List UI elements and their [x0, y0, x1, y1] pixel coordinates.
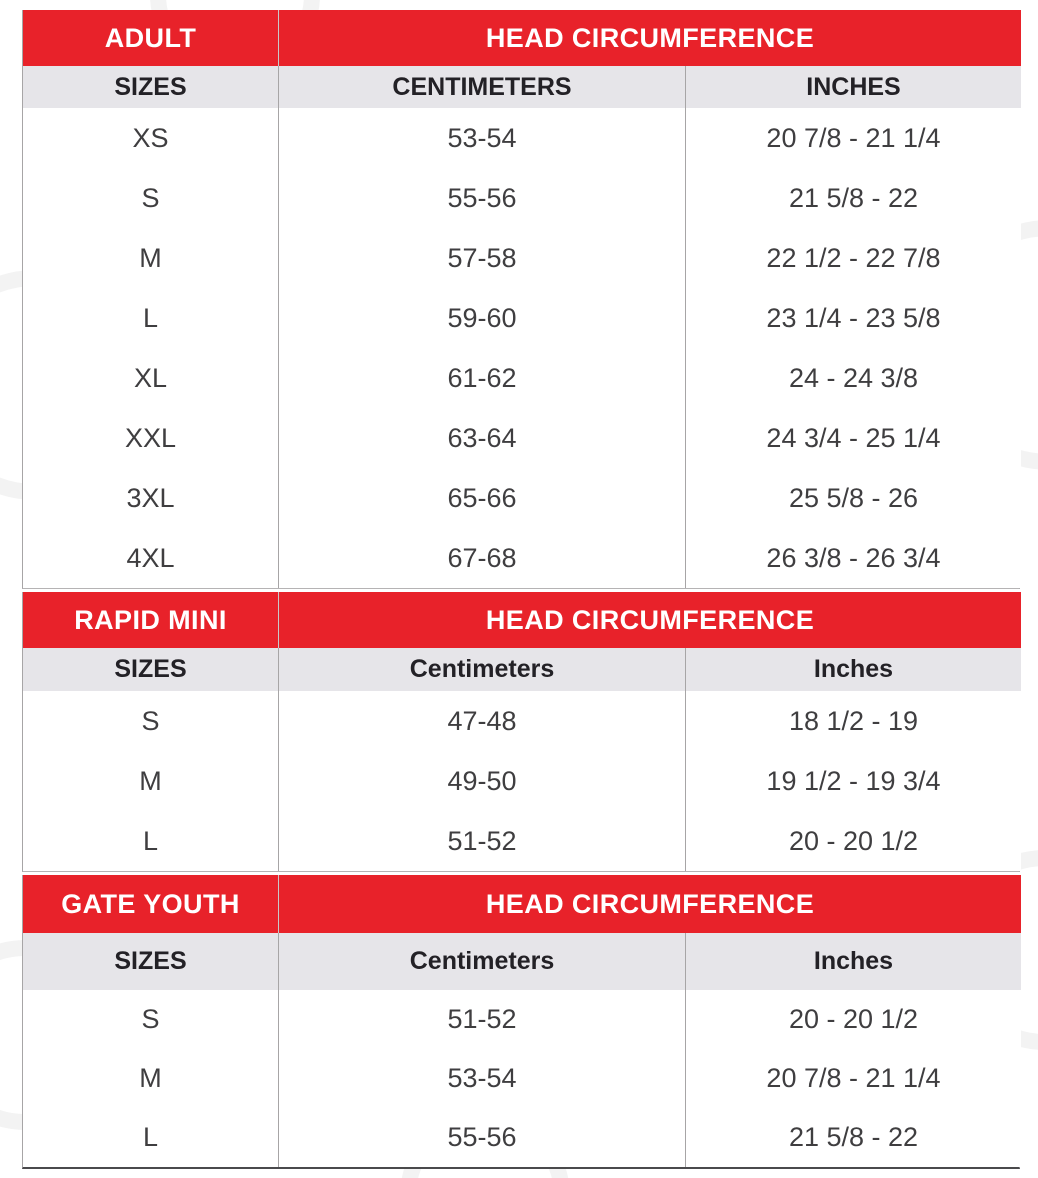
size-cell: L: [23, 811, 279, 871]
size-cell: XS: [23, 108, 279, 168]
column-header-sizes: SIZES: [23, 933, 279, 990]
column-header-inches: Inches: [686, 933, 1021, 990]
cm-cell: 47-48: [279, 691, 686, 751]
cm-cell: 67-68: [279, 528, 686, 588]
size-table-adult: [22, 10, 1020, 589]
column-header-centimeters: Centimeters: [279, 648, 686, 691]
inches-cell: 23 1/4 - 23 5/8: [686, 288, 1021, 348]
size-cell: XXL: [23, 408, 279, 468]
inches-cell: 18 1/2 - 19: [686, 691, 1021, 751]
cm-cell: 51-52: [279, 990, 686, 1049]
inches-cell: 19 1/2 - 19 3/4: [686, 751, 1021, 811]
section-label-adult: ADULT: [23, 10, 279, 66]
inches-cell: 24 - 24 3/8: [686, 348, 1021, 408]
inches-cell: 20 7/8 - 21 1/4: [686, 1049, 1021, 1108]
column-header-sizes: SIZES: [23, 66, 279, 108]
inches-cell: 26 3/8 - 26 3/4: [686, 528, 1021, 588]
inches-cell: 20 7/8 - 21 1/4: [686, 108, 1021, 168]
size-chart: [22, 10, 1020, 1169]
cm-cell: 51-52: [279, 811, 686, 871]
size-cell: 4XL: [23, 528, 279, 588]
size-cell: S: [23, 990, 279, 1049]
cm-cell: 61-62: [279, 348, 686, 408]
size-cell: L: [23, 1108, 279, 1167]
inches-cell: 24 3/4 - 25 1/4: [686, 408, 1021, 468]
inches-cell: 21 5/8 - 22: [686, 168, 1021, 228]
size-cell: 3XL: [23, 468, 279, 528]
section-label-rapid-mini: RAPID MINI: [23, 592, 279, 648]
size-cell: M: [23, 228, 279, 288]
column-header-inches: INCHES: [686, 66, 1021, 108]
section-title-head-circumference: HEAD CIRCUMFERENCE: [279, 10, 1021, 66]
cm-cell: 59-60: [279, 288, 686, 348]
size-cell: L: [23, 288, 279, 348]
section-title-head-circumference: HEAD CIRCUMFERENCE: [279, 592, 1021, 648]
cm-cell: 55-56: [279, 168, 686, 228]
column-header-centimeters: Centimeters: [279, 933, 686, 990]
column-header-sizes: SIZES: [23, 648, 279, 691]
inches-cell: 21 5/8 - 22: [686, 1108, 1021, 1167]
inches-cell: 22 1/2 - 22 7/8: [686, 228, 1021, 288]
inches-cell: 20 - 20 1/2: [686, 990, 1021, 1049]
inches-cell: 25 5/8 - 26: [686, 468, 1021, 528]
size-table-rapid-mini: [22, 592, 1020, 872]
section-label-gate-youth: GATE YOUTH: [23, 875, 279, 933]
cm-cell: 57-58: [279, 228, 686, 288]
cm-cell: 63-64: [279, 408, 686, 468]
cm-cell: 49-50: [279, 751, 686, 811]
cm-cell: 53-54: [279, 1049, 686, 1108]
column-header-centimeters: CENTIMETERS: [279, 66, 686, 108]
size-table-gate-youth: [22, 875, 1020, 1169]
inches-cell: 20 - 20 1/2: [686, 811, 1021, 871]
size-cell: S: [23, 691, 279, 751]
section-title-head-circumference: HEAD CIRCUMFERENCE: [279, 875, 1021, 933]
cm-cell: 53-54: [279, 108, 686, 168]
size-cell: XL: [23, 348, 279, 408]
column-header-inches: Inches: [686, 648, 1021, 691]
cm-cell: 55-56: [279, 1108, 686, 1167]
size-cell: S: [23, 168, 279, 228]
size-cell: M: [23, 751, 279, 811]
cm-cell: 65-66: [279, 468, 686, 528]
size-cell: M: [23, 1049, 279, 1108]
